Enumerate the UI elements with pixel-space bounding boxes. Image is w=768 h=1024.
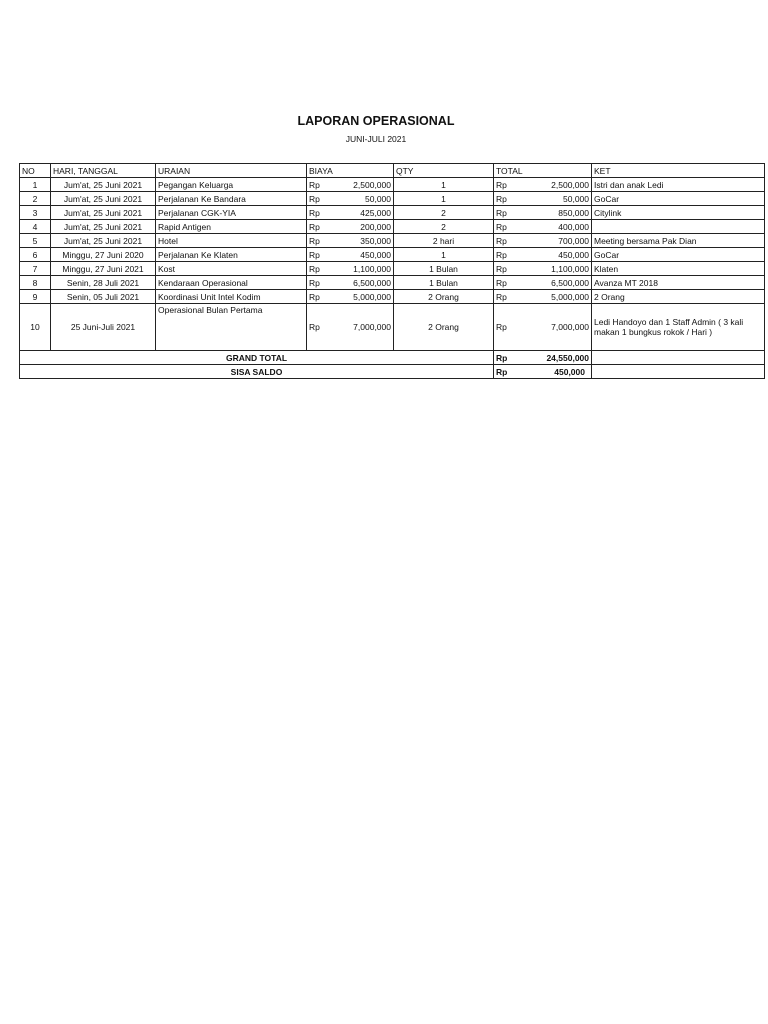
row-total (494, 234, 592, 248)
row-cost-currency: Rp (309, 207, 320, 218)
row-description: Kendaraan Operasional (156, 276, 307, 290)
row-total-value: 6,500,000 (551, 277, 589, 288)
header-qty: QTY (394, 164, 494, 178)
row-total-currency: Rp (496, 221, 507, 232)
row-total-value: 1,100,000 (551, 263, 589, 274)
row-date: Jum'at, 25 Juni 2021 (51, 220, 156, 234)
row-description: Koordinasi Unit Intel Kodim (156, 290, 307, 304)
row-total (494, 276, 592, 290)
row-description: Kost (156, 262, 307, 276)
row-cost-value: 6,500,000 (353, 277, 391, 288)
row-qty: 1 (394, 178, 494, 192)
row-description: Perjalanan Ke Klaten (156, 248, 307, 262)
row-qty: 1 (394, 192, 494, 206)
row-description: Pegangan Keluarga (156, 178, 307, 192)
row-date: Jum'at, 25 Juni 2021 (51, 206, 156, 220)
operational-report-table (19, 163, 765, 379)
table-row (20, 304, 765, 351)
balance-currency: Rp (496, 366, 508, 377)
row-note: 2 Orang (592, 290, 765, 304)
row-total (494, 220, 592, 234)
row-qty: 2 (394, 220, 494, 234)
row-cost-currency: Rp (309, 235, 320, 246)
row-qty: 2 hari (394, 234, 494, 248)
table-row (20, 192, 765, 206)
row-no: 1 (20, 178, 51, 192)
row-qty: 1 Bulan (394, 276, 494, 290)
row-total-value: 5,000,000 (551, 291, 589, 302)
row-no: 3 (20, 206, 51, 220)
row-total-currency: Rp (496, 322, 507, 332)
row-total-currency: Rp (496, 291, 507, 302)
grand-total-label: GRAND TOTAL (20, 351, 494, 365)
table-row (20, 178, 765, 192)
row-cost (307, 304, 394, 351)
row-cost-value: 425,000 (360, 207, 391, 218)
row-cost-currency: Rp (309, 249, 320, 260)
table-row (20, 262, 765, 276)
row-cost-value: 5,000,000 (353, 291, 391, 302)
row-total (494, 192, 592, 206)
row-date: Jum'at, 25 Juni 2021 (51, 178, 156, 192)
row-total-currency: Rp (496, 193, 507, 204)
row-cost-currency: Rp (309, 193, 320, 204)
row-total-value: 450,000 (558, 249, 589, 260)
table-row (20, 290, 765, 304)
row-date: Senin, 28 Juli 2021 (51, 276, 156, 290)
report-period: JUNI-JULI 2021 (345, 134, 407, 144)
row-total-currency: Rp (496, 179, 507, 190)
row-cost-value: 2,500,000 (353, 179, 391, 190)
row-description: Perjalanan Ke Bandara (156, 192, 307, 206)
row-no: 4 (20, 220, 51, 234)
row-cost (307, 220, 394, 234)
row-cost (307, 276, 394, 290)
row-cost-currency: Rp (309, 277, 320, 288)
table-row (20, 276, 765, 290)
row-qty: 2 Orang (394, 290, 494, 304)
header-total: TOTAL (494, 164, 592, 178)
row-cost (307, 178, 394, 192)
header-no: NO (20, 164, 51, 178)
table-row (20, 248, 765, 262)
row-total-value: 700,000 (558, 235, 589, 246)
row-cost-currency: Rp (309, 221, 320, 232)
grand-total-note (592, 351, 765, 365)
balance-row (20, 365, 765, 379)
row-qty: 1 (394, 248, 494, 262)
row-cost (307, 206, 394, 220)
row-cost (307, 290, 394, 304)
row-description: Hotel (156, 234, 307, 248)
row-cost-value: 1,100,000 (353, 263, 391, 274)
row-note: Citylink (592, 206, 765, 220)
table-row (20, 220, 765, 234)
header-note: KET (592, 164, 765, 178)
header-date: HARI, TANGGAL (51, 164, 156, 178)
row-description: Rapid Antigen (156, 220, 307, 234)
row-note: Klaten (592, 262, 765, 276)
row-description: Operasional Bulan Pertama (156, 304, 307, 351)
row-cost (307, 234, 394, 248)
row-total (494, 262, 592, 276)
row-total (494, 206, 592, 220)
row-date: Minggu, 27 Juni 2020 (51, 248, 156, 262)
row-no: 7 (20, 262, 51, 276)
row-total-currency: Rp (496, 235, 507, 246)
row-total-currency: Rp (496, 277, 507, 288)
table-header-row (20, 164, 765, 178)
report-title: LAPORAN OPERASIONAL (297, 114, 455, 128)
row-cost (307, 248, 394, 262)
row-note: Avanza MT 2018 (592, 276, 765, 290)
table-row (20, 206, 765, 220)
row-cost-value: 350,000 (360, 235, 391, 246)
row-date: 25 Juni-Juli 2021 (51, 304, 156, 351)
balance-cell (494, 365, 592, 379)
row-cost-value: 7,000,000 (353, 322, 391, 332)
row-note (592, 220, 765, 234)
row-date: Jum'at, 25 Juni 2021 (51, 192, 156, 206)
row-note: Istri dan anak Ledi (592, 178, 765, 192)
row-total-value: 400,000 (558, 221, 589, 232)
row-no: 10 (20, 304, 51, 351)
row-note: GoCar (592, 248, 765, 262)
row-cost-currency: Rp (309, 263, 320, 274)
row-total (494, 178, 592, 192)
grand-total-currency: Rp (496, 352, 508, 363)
header-cost: BIAYA (307, 164, 394, 178)
row-total (494, 248, 592, 262)
row-no: 8 (20, 276, 51, 290)
header-description: URAIAN (156, 164, 307, 178)
row-cost-currency: Rp (309, 179, 320, 190)
row-total-currency: Rp (496, 207, 507, 218)
row-total-currency: Rp (496, 249, 507, 260)
row-total-value: 850,000 (558, 207, 589, 218)
grand-total-row (20, 351, 765, 365)
grand-total-cell (494, 351, 592, 365)
row-total-value: 50,000 (563, 193, 589, 204)
row-cost-value: 450,000 (360, 249, 391, 260)
balance-note (592, 365, 765, 379)
row-description: Perjalanan CGK-YIA (156, 206, 307, 220)
row-total-value: 2,500,000 (551, 179, 589, 190)
row-total (494, 290, 592, 304)
balance-label: SISA SALDO (20, 365, 494, 379)
row-cost-currency: Rp (309, 291, 320, 302)
row-note: GoCar (592, 192, 765, 206)
row-cost (307, 262, 394, 276)
row-no: 5 (20, 234, 51, 248)
grand-total-value: 24,550,000 (546, 352, 589, 363)
row-cost-value: 200,000 (360, 221, 391, 232)
row-qty: 2 (394, 206, 494, 220)
row-no: 2 (20, 192, 51, 206)
row-note: Ledi Handoyo dan 1 Staff Admin ( 3 kali makan 1 bungkus rokok / Hari ) (592, 304, 765, 351)
row-no: 9 (20, 290, 51, 304)
row-no: 6 (20, 248, 51, 262)
row-total-value: 7,000,000 (551, 322, 589, 332)
row-qty: 2 Orang (394, 304, 494, 351)
row-date: Minggu, 27 Juni 2021 (51, 262, 156, 276)
row-qty: 1 Bulan (394, 262, 494, 276)
row-note: Meeting bersama Pak Dian (592, 234, 765, 248)
row-total (494, 304, 592, 351)
row-date: Jum'at, 25 Juni 2021 (51, 234, 156, 248)
row-cost (307, 192, 394, 206)
row-date: Senin, 05 Juli 2021 (51, 290, 156, 304)
table-row (20, 234, 765, 248)
row-total-currency: Rp (496, 263, 507, 274)
row-cost-value: 50,000 (365, 193, 391, 204)
balance-value: 450,000 (554, 366, 585, 377)
row-cost-currency: Rp (309, 322, 320, 332)
